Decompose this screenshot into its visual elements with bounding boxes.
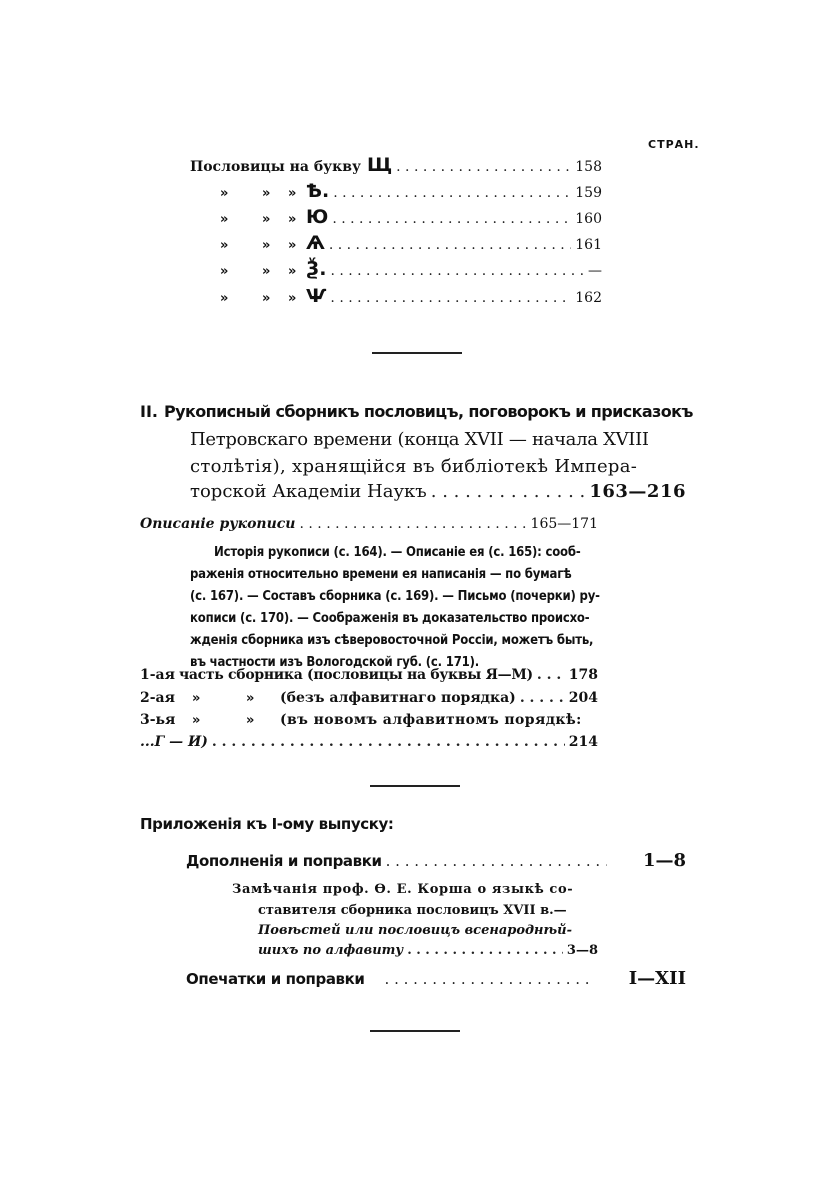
letter-row-3: [220, 206, 602, 228]
leader-dots: [396, 159, 571, 175]
leader-dots: [537, 667, 565, 683]
leader-dots: [330, 290, 571, 306]
ditto-mark: »: [262, 291, 271, 306]
ditto-mark: »: [220, 186, 229, 201]
letter-glyph: Ю: [306, 206, 329, 228]
part-number: 2-ая: [140, 690, 175, 706]
section-title-line2: [190, 429, 649, 450]
page-number: 162: [575, 290, 602, 306]
letter-row-5: [220, 258, 602, 280]
paragraph-line: жденія сборника изъ сѣверовосточной Россіи, можетъ быть,: [190, 633, 594, 648]
additions-label: Дополненія и поправки: [186, 852, 382, 870]
description-paragraph: [190, 542, 604, 674]
ditto-mark: »: [288, 186, 297, 201]
section-title-line4: [190, 481, 686, 502]
ditto-mark: »: [220, 264, 229, 279]
description-row: [140, 516, 598, 532]
leader-dots: [300, 516, 527, 532]
paragraph-line: раженія относительно времени ея написанія — по бумагѣ: [190, 567, 572, 582]
paragraph-line: Исторія рукописи (с. 164). — Описаніе ея (с. 165): сооб-: [214, 545, 581, 560]
letter-glyph: Ѧ: [306, 232, 325, 254]
ditto-mark: »: [220, 238, 229, 253]
leader-dots: [407, 943, 563, 958]
page-number: 159: [575, 185, 602, 201]
page-number: 158: [575, 159, 602, 175]
section-title-line3: столѣтія), хранящійся въ библіотекѣ Импера-: [190, 456, 638, 477]
errata-row: [186, 968, 686, 989]
proverbs-prefix: Пословицы на букву: [190, 159, 361, 175]
leader-dots: [212, 734, 565, 750]
page-number: 214: [568, 734, 598, 750]
remarks-text: шихъ по алфавиту: [258, 943, 404, 958]
leader-dots: [385, 970, 593, 988]
section-title-text: торской Академіи Наукъ: [190, 481, 427, 502]
ditto-mark: »: [246, 713, 255, 728]
part-row-3: [140, 712, 598, 728]
remarks-line4: [258, 943, 598, 958]
ditto-mark: »: [220, 212, 229, 227]
ditto-mark: »: [262, 186, 271, 201]
letter-glyph: Щ: [366, 154, 393, 176]
part-text: (безъ алфавитнаго порядка): [280, 690, 516, 706]
letter-glyph: Ѯ.: [306, 258, 327, 280]
section-divider: [372, 352, 462, 354]
ditto-mark: »: [192, 713, 201, 728]
leader-dots: [431, 481, 586, 502]
ditto-mark: »: [288, 291, 297, 306]
remarks-line2: ставителя сборника пословицъ XVII в.—: [258, 903, 567, 918]
part-text: (въ новомъ алфавитномъ порядкѣ:: [280, 712, 582, 728]
paragraph-line: въ частности изъ Вологодской губ. (с. 171).: [190, 655, 479, 670]
ditto-mark: »: [246, 691, 255, 706]
leader-dots: [333, 185, 571, 201]
section-title-text: Петровскаго времени (конца XVII — начала XVIII: [190, 429, 649, 450]
paragraph-line: кописи (с. 170). — Соображенія въ доказательство происхо-: [190, 611, 590, 626]
ditto-mark: »: [192, 691, 201, 706]
part-text: часть сборника (пословицы на буквы Я—М): [178, 667, 533, 683]
ditto-mark: »: [288, 238, 297, 253]
ditto-mark: »: [262, 264, 271, 279]
part-number: 3-ья: [140, 712, 176, 728]
part-row-3-cont: [140, 734, 598, 750]
ditto-mark: »: [220, 291, 229, 306]
description-label: Описаніе рукописи: [140, 516, 296, 532]
page-number: —: [588, 263, 602, 279]
section-divider: [370, 785, 460, 787]
ditto-mark: »: [288, 264, 297, 279]
letter-glyph: Ѱ: [306, 285, 327, 307]
ditto-mark: »: [288, 212, 297, 227]
letter-row-4: [220, 232, 602, 254]
ditto-mark: »: [262, 238, 271, 253]
page-range: 3—8: [566, 943, 598, 958]
part-row-2: [140, 690, 598, 706]
page-column-label: СТРАН.: [648, 138, 700, 151]
page-number: 178: [568, 667, 598, 683]
appendix-title: Приложенія къ I-ому выпуску:: [140, 815, 394, 833]
leader-dots: [329, 237, 571, 253]
letter-glyph: Ѣ.: [306, 180, 330, 202]
part-number: 1-ая: [140, 667, 175, 683]
page-range: 1—8: [642, 850, 686, 871]
page-number: 160: [575, 211, 602, 227]
part-row-1: [140, 667, 598, 683]
letter-row-1: [190, 154, 602, 176]
part-text: ...Г — И): [140, 734, 208, 750]
section-title-line1: Рукописный сборникъ пословицъ, поговорокъ и присказокъ: [164, 402, 693, 421]
letter-row-6: [220, 285, 602, 307]
page-number: 161: [575, 237, 602, 253]
leader-dots: [332, 211, 571, 227]
page-range: 165—171: [530, 516, 598, 532]
page-range: 163—216: [589, 481, 686, 502]
remarks-line3: Повѣстей или пословицъ всенароднѣй-: [258, 923, 573, 938]
leader-dots: [520, 690, 565, 706]
ditto-mark: »: [262, 212, 271, 227]
leader-dots: [386, 852, 607, 870]
page-number: 204: [568, 690, 598, 706]
leader-dots: [330, 263, 584, 279]
remarks-line1: Замѣчанія проф. Ѳ. Е. Корша о языкѣ со-: [232, 882, 574, 897]
section-numeral: II.: [140, 402, 158, 421]
page-range: I—XII: [628, 968, 686, 989]
letter-row-2: [220, 180, 602, 202]
errata-label: Опечатки и поправки: [186, 970, 365, 988]
additions-row: [186, 850, 686, 871]
section-divider: [370, 1030, 460, 1032]
paragraph-line: (с. 167). — Составъ сборника (с. 169). — Письмо (почерки) ру-: [190, 589, 600, 604]
